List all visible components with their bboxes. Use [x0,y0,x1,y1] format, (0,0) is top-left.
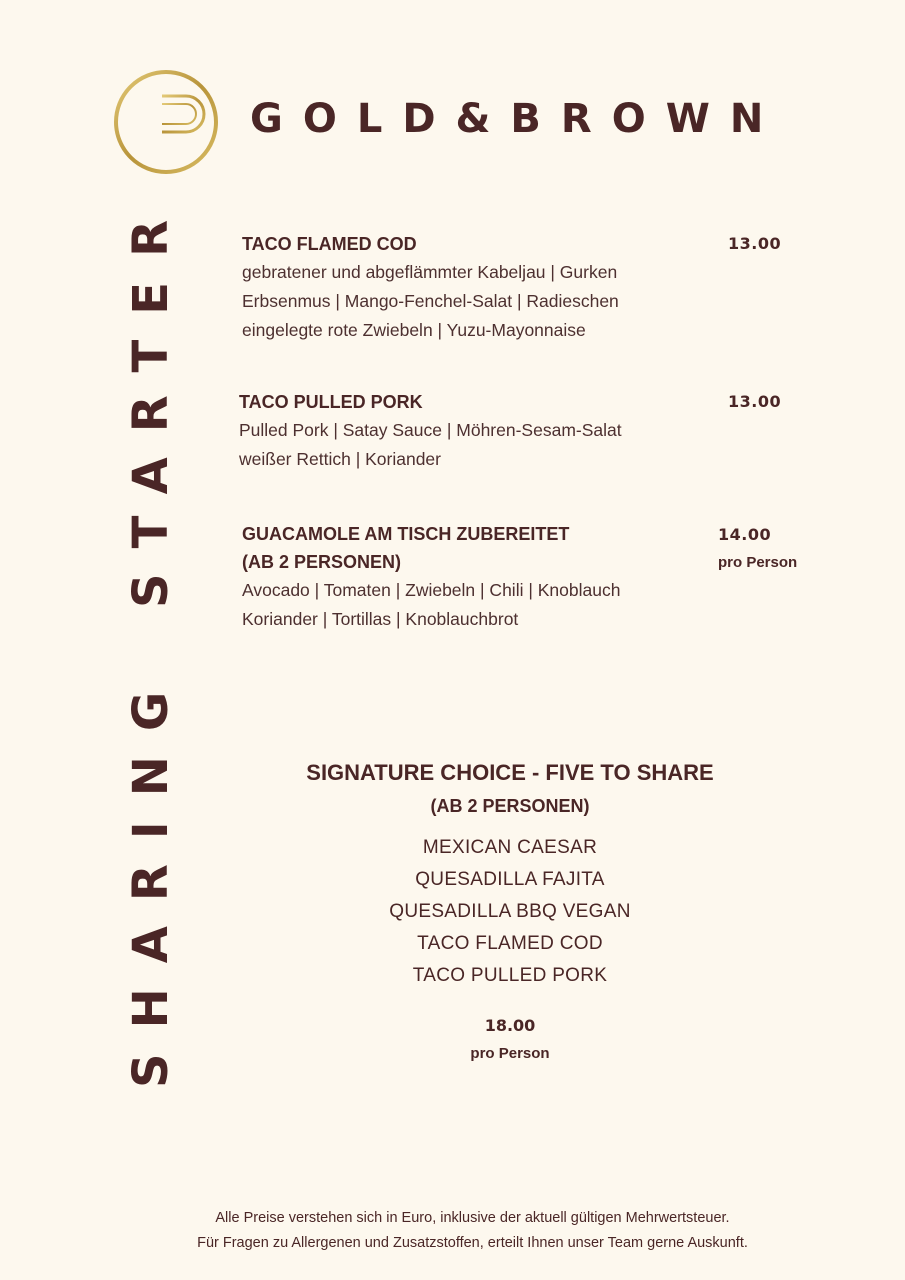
footer-line: Alle Preise verstehen sich in Euro, inklusive der aktuell gültigen Mehrwertsteuer. [215,1210,730,1226]
item-price-unit: pro Person [718,554,798,571]
item-name-note: (AB 2 PERSONEN) [242,552,402,572]
item-name: GUACAMOLE AM TISCH ZUBEREITET [242,524,570,544]
menu-item-taco-flamed-cod [242,230,682,345]
footer-line: Für Fragen zu Allergenen und Zusatzstoffen, erteilt Ihnen unser Team gerne Auskunft. [197,1235,748,1251]
item-price: 13.00 [728,234,782,253]
item-desc-line: weißer Rettich | Koriander [239,449,441,469]
item-price: 13.00 [728,392,782,411]
gold-circle-monogram-icon [112,68,220,176]
item-desc-line: Koriander | Tortillas | Knoblauchbrot [242,609,519,629]
item-desc-line: gebratener und abgeflämmter Kabeljau | Gurken [242,262,618,282]
sharing-list-item: TACO PULLED PORK [412,965,608,986]
sharing-price-unit: pro Person [470,1045,550,1062]
sharing-list-item: QUESADILLA FAJITA [415,869,605,890]
section-title-sharing: SHARING [123,666,179,1088]
sharing-title: SIGNATURE CHOICE - FIVE TO SHARE [306,760,714,785]
sharing-list-item: MEXICAN CAESAR [422,837,598,858]
sharing-price: 18.00 [484,1016,536,1035]
item-desc-line: Avocado | Tomaten | Zwiebeln | Chili | Knoblauch [242,580,621,600]
menu-item-taco-pulled-pork [239,388,679,474]
sharing-block [280,756,740,1068]
section-title-starter: STARTER [123,194,179,608]
sharing-list [280,832,740,992]
footer-note [0,1206,905,1256]
item-name: TACO PULLED PORK [239,392,423,412]
item-price: 14.00 [718,525,772,544]
sharing-list-item: TACO FLAMED COD [417,933,603,954]
menu-item-guacamole [242,520,682,634]
item-name: TACO FLAMED COD [242,234,417,254]
item-desc-line: Erbsenmus | Mango-Fenchel-Salat | Radieschen [242,291,619,311]
item-desc-line: Pulled Pork | Satay Sauce | Möhren-Sesam-Salat [239,420,622,440]
sharing-list-item: QUESADILLA BBQ VEGAN [389,901,631,922]
brand-name: GOLD&BROWN [250,96,784,142]
sharing-subtitle: (AB 2 PERSONEN) [430,796,590,816]
item-desc-line: eingelegte rote Zwiebeln | Yuzu-Mayonnaise [242,320,586,340]
